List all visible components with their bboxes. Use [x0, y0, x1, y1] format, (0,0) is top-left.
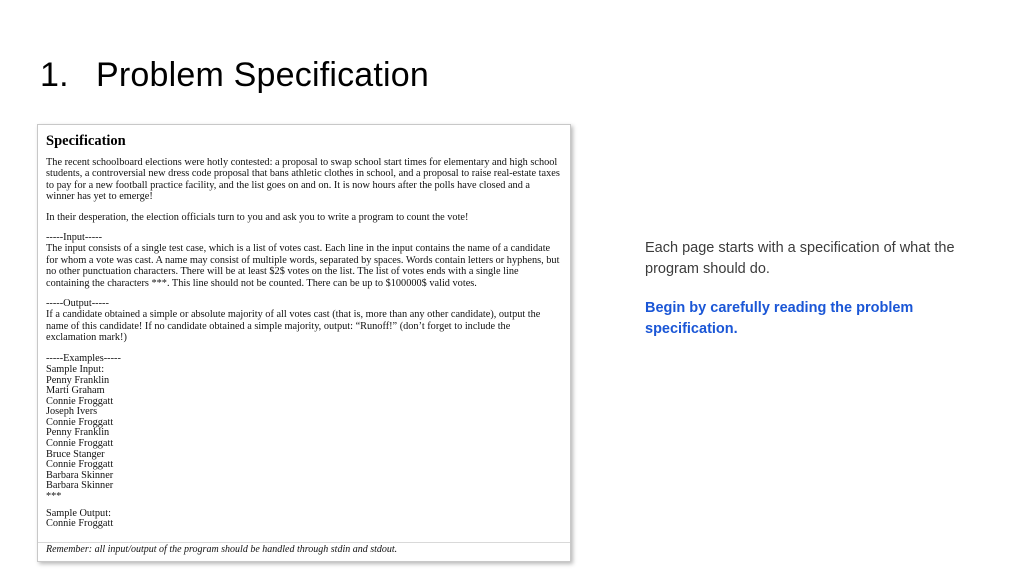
list-item: Marti Graham [46, 385, 105, 397]
output-section-header: -----Output----- [46, 298, 109, 310]
list-item: Connie Froggatt [46, 459, 114, 471]
list-item: Connie Froggatt [46, 438, 114, 450]
specification-second-paragraph: In their desperation, the election officials turn to you and ask you to write a program to count the vote! [46, 211, 469, 223]
examples-section-header: -----Examples----- [46, 352, 121, 364]
page-title [40, 56, 429, 95]
output-section-text: If a candidate obtained a simple or absolute majority of all votes cast (that is, more than any other candidate), output the name of this candidate! If no candidate obtained a simple majority, output: “Runoff!” (don’t forget to include the exclamation mark!) [46, 309, 541, 344]
input-section-text: The input consists of a single test case, which is a list of votes cast. Each line in the input contains the name of a candidate for whom a vote was cast. A name may consist of multiple words, separated by spaces. Words contain letters or hyphens, but no other punctuation characters. There will be at least $2$ votes on the list. The list of votes ends with a single line containing the characters ***. This line should not be counted. There can be up to $100000$ valid votes. [46, 243, 560, 289]
list-item: Bruce Stanger [46, 448, 105, 460]
list-item: Connie Froggatt [46, 518, 114, 530]
input-section-header: -----Input----- [46, 232, 103, 244]
specification-content [38, 125, 570, 536]
sample-output-list [46, 519, 560, 530]
list-item: Barbara Skinner [46, 480, 114, 492]
footer-divider [38, 542, 570, 543]
specification-card [37, 124, 571, 562]
list-item: Connie Froggatt [46, 416, 114, 428]
notes-body-text: Each page starts with a specification of what the program should do. [645, 240, 955, 277]
list-item: Penny Franklin [46, 374, 110, 386]
specification-intro-paragraph: The recent schoolboard elections were hotly contested: a proposal to swap school start times for elementary and high school students, a controversial new dress code proposal that bans athletic clothes in school, and a proposal to raise real-estate taxes to pay for a new football practice facility, and the list goes on and on. It is now hours after the polls have closed and a winner has yet to emerge! [46, 157, 560, 203]
list-item: Connie Froggatt [46, 395, 114, 407]
specification-footer-note: Remember: all input/output of the program should be handled through stdin and stdout. [46, 544, 398, 555]
sample-output-label: Sample Output: [46, 507, 111, 519]
sample-input-list [46, 376, 560, 503]
specification-heading: Specification [46, 133, 126, 149]
notes-panel [645, 238, 965, 340]
slide-number: 1. [40, 56, 69, 94]
sample-input-label: Sample Input: [46, 364, 105, 376]
list-item: Penny Franklin [46, 427, 110, 439]
notes-cta-text: Begin by carefully reading the problem specification. [645, 300, 914, 337]
list-item: Joseph Ivers [46, 406, 98, 418]
list-item: Barbara Skinner [46, 469, 114, 481]
list-item: *** [46, 491, 62, 503]
slide-title-text: Problem Specification [96, 56, 430, 94]
